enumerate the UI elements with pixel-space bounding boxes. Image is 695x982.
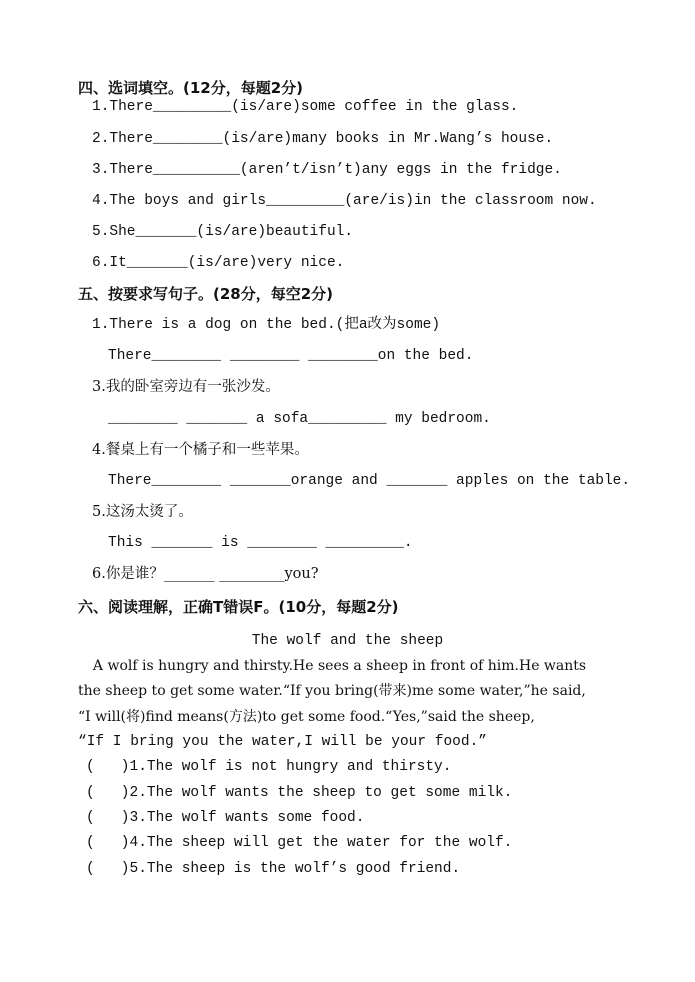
section-4-item-2: 2.There________(is/are)many books in Mr.Wang’s house. <box>92 131 554 147</box>
section-5-item-3-prompt: 3.我的卧室旁边有一张沙发。 <box>92 379 280 395</box>
section-5-item-1-prompt: 1.There is a dog on the bed.(把a改为some) <box>92 317 441 333</box>
section-4-item-1: 1.There_________(is/are)some coffee in the glass. <box>92 99 519 115</box>
section-4-item-6: 6.It_______(is/are)very nice. <box>92 255 345 271</box>
question-1: ( )1.The wolf is not hungry and thirsty. <box>86 759 452 775</box>
passage-line-2: the sheep to get some water.“If you bring(带来)me some water,”he said, <box>78 683 586 699</box>
question-2: ( )2.The wolf wants the sheep to get some milk. <box>86 785 513 801</box>
section-5-item-6-prompt: 6.你是谁？_______ _________you? <box>92 566 319 582</box>
section-4-heading: 四、选词填空。(12分，每题2分) <box>78 79 304 97</box>
passage-line-3: “I will(将)find means(方法)to get some food.“Yes,”said the sheep, <box>78 709 535 725</box>
section-5-heading: 五、按要求写句子。(28分，每空2分) <box>78 285 334 303</box>
section-4-item-5: 5.She_______(is/are)beautiful. <box>92 224 354 240</box>
passage-line-1: A wolf is hungry and thirsty.He sees a sheep in front of him.He wants <box>84 658 587 674</box>
question-3: ( )3.The wolf wants some food. <box>86 810 365 826</box>
section-5-item-4-prompt: 4.餐桌上有一个橘子和一些苹果。 <box>92 442 309 458</box>
section-5-item-1-answer: There________ ________ ________on the bed. <box>108 348 474 364</box>
section-4-item-4: 4.The boys and girls_________(are/is)in the classroom now. <box>92 193 597 209</box>
section-5-item-5-prompt: 5.这汤太烫了。 <box>92 504 193 520</box>
section-6-heading: 六、阅读理解，正确T错误F。(10分，每题2分) <box>78 598 399 616</box>
section-5-item-3-answer: ________ _______ a sofa_________ my bedroom. <box>108 411 491 427</box>
question-5: ( )5.The sheep is the wolf’s good friend. <box>86 861 461 877</box>
question-4: ( )4.The sheep will get the water for the wolf. <box>86 835 513 851</box>
passage-line-4: “If I bring you the water,I will be your food.” <box>78 734 487 750</box>
section-5-item-4-answer: There________ _______orange and _______ apples on the table. <box>108 473 631 489</box>
passage-title: The wolf and the sheep <box>251 633 444 649</box>
section-4-item-3: 3.There__________(aren’t/isn’t)any eggs in the fridge. <box>92 162 562 178</box>
section-5-item-5-answer: This _______ is ________ _________. <box>108 535 413 551</box>
